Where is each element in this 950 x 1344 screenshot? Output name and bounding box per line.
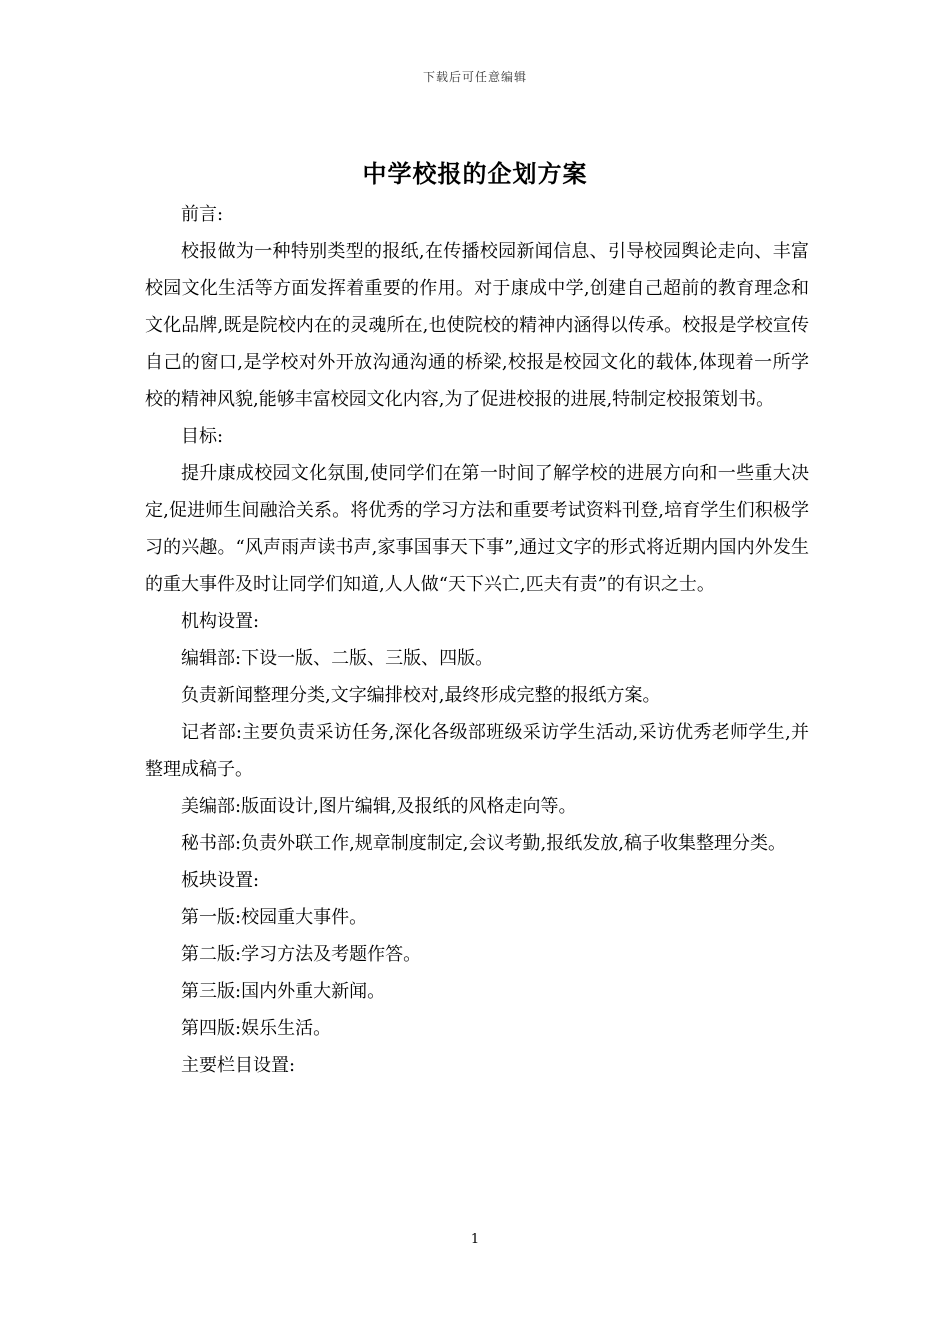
paragraph-editorial-dept: 编辑部:下设一版、二版、三版、四版。 — [181, 648, 494, 669]
page-number: 1 — [470, 1232, 480, 1247]
paragraph-section-one: 第一版:校园重大事件。 — [181, 907, 368, 928]
paragraph-goal: 提升康成校园文化氛围,使同学们在第一时间了解学校的进展方向和一些重大决定,促进师生间融洽关系。将优秀的学习方法和重要考试资料刊登,培育学生们积极学习的兴趣。“风声雨声读书声,家事国事天下事”,通过文字的形式将近期内国内外发生的重大事件及时让同学们知道,人人做“天下兴亡,匹夫有责”的有识之士。 — [145, 463, 809, 595]
paragraph-columns-heading: 主要栏目设置: — [181, 1055, 296, 1076]
paragraph-art-dept: 美编部:版面设计,图片编辑,及报纸的风格走向等。 — [181, 796, 577, 817]
document-title: 中学校报的企划方案 — [362, 159, 588, 188]
paragraph-editorial-duty: 负责新闻整理分类,文字编排校对,最终形成完整的报纸方案。 — [181, 685, 661, 706]
paragraph-sections-heading: 板块设置: — [181, 870, 260, 891]
paragraph-organization-heading: 机构设置: — [181, 611, 260, 632]
paragraph-goal-heading: 目标: — [181, 426, 224, 447]
paragraph-reporter-dept: 记者部:主要负责采访任务,深化各级部班级采访学生活动,采访优秀老师学生,并整理成稿子。 — [145, 722, 809, 780]
document-body — [145, 196, 809, 1084]
paragraph-section-three: 第三版:国内外重大新闻。 — [181, 981, 386, 1002]
paragraph-preface: 校报做为一种特别类型的报纸,在传播校园新闻信息、引导校园舆论走向、丰富校园文化生活等方面发挥着重要的作用。对于康成中学,创建自己超前的教育理念和文化品牌,既是院校内在的灵魂所在,也使院校的精神内涵得以传承。校报是学校宣传自己的窗口,是学校对外开放沟通沟通的桥梁,校报是校园文化的载体,体现着一所学校的精神风貌,能够丰富校园文化内容,为了促进校报的进展,特制定校报策划书。 — [145, 241, 809, 410]
paragraph-section-four: 第四版:娱乐生活。 — [181, 1018, 332, 1039]
paragraph-section-two: 第二版:学习方法及考题作答。 — [181, 944, 422, 965]
paragraph-secretary-dept: 秘书部:负责外联工作,规章制度制定,会议考勤,报纸发放,稿子收集整理分类。 — [181, 833, 786, 854]
paragraph-preface-heading: 前言: — [181, 204, 224, 225]
header-note: 下载后可任意编辑 — [422, 70, 527, 84]
